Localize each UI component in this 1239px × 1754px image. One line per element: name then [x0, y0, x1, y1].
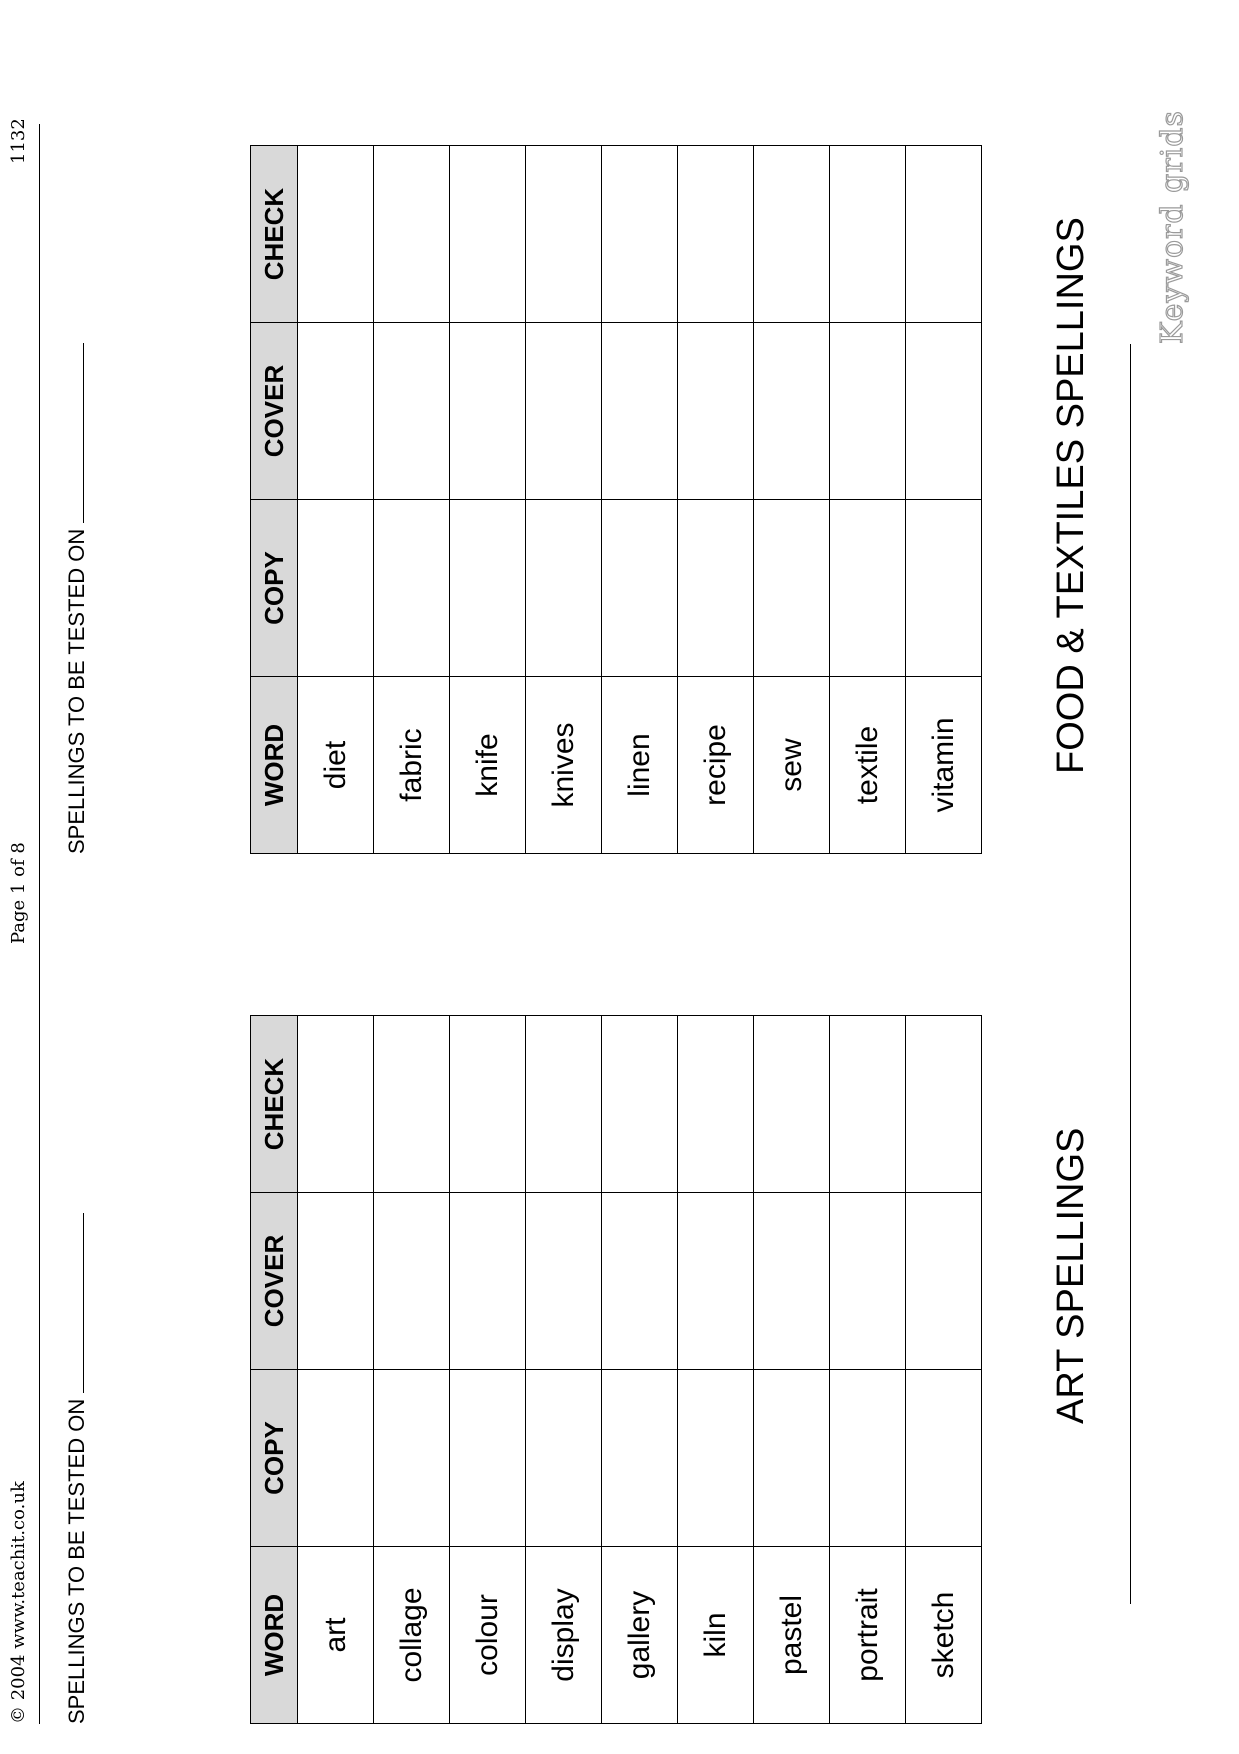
- cover-cell[interactable]: [526, 323, 602, 500]
- document-code: 1132: [8, 118, 29, 164]
- check-cell[interactable]: [830, 146, 906, 323]
- header-cover: COVER: [251, 323, 298, 500]
- word-cell: art: [298, 1547, 374, 1724]
- food-test-date-line: [64, 343, 90, 854]
- check-cell[interactable]: [754, 1016, 830, 1193]
- word-cell: recipe: [678, 677, 754, 854]
- cover-cell[interactable]: [374, 323, 450, 500]
- header-check: CHECK: [251, 1016, 298, 1193]
- check-cell[interactable]: [906, 146, 982, 323]
- word-cell: portrait: [830, 1547, 906, 1724]
- word-cell: vitamin: [906, 677, 982, 854]
- cover-cell[interactable]: [678, 323, 754, 500]
- table-row: [754, 1016, 830, 1724]
- food-title: FOOD & TEXTILES SPELLINGS: [1050, 217, 1092, 774]
- table-row: [678, 1016, 754, 1724]
- footer-divider: [39, 124, 40, 1724]
- art-title: ART SPELLINGS: [1050, 1127, 1092, 1424]
- cover-cell[interactable]: [298, 323, 374, 500]
- cover-cell[interactable]: [602, 1193, 678, 1370]
- copy-cell[interactable]: [526, 500, 602, 677]
- table-row: [450, 146, 526, 854]
- cover-cell[interactable]: [526, 1193, 602, 1370]
- test-label: SPELLINGS TO BE TESTED ON: [64, 528, 89, 854]
- test-date-blank[interactable]: [65, 343, 84, 523]
- table-row: [830, 1016, 906, 1724]
- check-cell[interactable]: [678, 146, 754, 323]
- table-row: [526, 146, 602, 854]
- cover-cell[interactable]: [450, 323, 526, 500]
- cover-cell[interactable]: [298, 1193, 374, 1370]
- word-cell: colour: [450, 1547, 526, 1724]
- art-test-date-line: [64, 1213, 90, 1724]
- word-cell: collage: [374, 1547, 450, 1724]
- table-row: [754, 146, 830, 854]
- word-cell: pastel: [754, 1547, 830, 1724]
- test-date-blank[interactable]: [65, 1213, 84, 1393]
- header-word: WORD: [251, 1547, 298, 1724]
- word-cell: linen: [602, 677, 678, 854]
- table-row: [526, 1016, 602, 1724]
- cover-cell[interactable]: [830, 323, 906, 500]
- copy-cell[interactable]: [754, 1370, 830, 1547]
- table-row: [906, 146, 982, 854]
- header-copy: COPY: [251, 1370, 298, 1547]
- header-word: WORD: [251, 677, 298, 854]
- check-cell[interactable]: [450, 146, 526, 323]
- check-cell[interactable]: [526, 146, 602, 323]
- cover-cell[interactable]: [754, 1193, 830, 1370]
- table-row: [602, 1016, 678, 1724]
- copy-cell[interactable]: [298, 500, 374, 677]
- word-cell: textile: [830, 677, 906, 854]
- copy-cell[interactable]: [678, 1370, 754, 1547]
- copy-cell[interactable]: [906, 1370, 982, 1547]
- page-number: Page 1 of 8: [8, 842, 29, 944]
- cover-cell[interactable]: [450, 1193, 526, 1370]
- copy-cell[interactable]: [450, 500, 526, 677]
- word-cell: diet: [298, 677, 374, 854]
- cover-cell[interactable]: [906, 323, 982, 500]
- table-row: [374, 1016, 450, 1724]
- check-cell[interactable]: [298, 1016, 374, 1193]
- copy-cell[interactable]: [830, 500, 906, 677]
- check-cell[interactable]: [298, 146, 374, 323]
- cover-cell[interactable]: [906, 1193, 982, 1370]
- cover-cell[interactable]: [754, 323, 830, 500]
- word-cell: knives: [526, 677, 602, 854]
- copy-cell[interactable]: [374, 1370, 450, 1547]
- copy-cell[interactable]: [754, 500, 830, 677]
- check-cell[interactable]: [678, 1016, 754, 1193]
- word-cell: gallery: [602, 1547, 678, 1724]
- word-cell: sketch: [906, 1547, 982, 1724]
- table-row: [374, 146, 450, 854]
- test-label: SPELLINGS TO BE TESTED ON: [64, 1398, 89, 1724]
- cover-cell[interactable]: [602, 323, 678, 500]
- copy-cell[interactable]: [602, 500, 678, 677]
- header-divider: [1130, 344, 1131, 1604]
- food-textiles-spellings-table: [250, 145, 982, 854]
- table-row: [298, 1016, 374, 1724]
- copy-cell[interactable]: [678, 500, 754, 677]
- word-cell: kiln: [678, 1547, 754, 1724]
- copy-cell[interactable]: [906, 500, 982, 677]
- table-row: [602, 146, 678, 854]
- check-cell[interactable]: [374, 146, 450, 323]
- table-row: [298, 146, 374, 854]
- word-cell: sew: [754, 677, 830, 854]
- copy-cell[interactable]: [830, 1370, 906, 1547]
- check-cell[interactable]: [906, 1016, 982, 1193]
- check-cell[interactable]: [450, 1016, 526, 1193]
- check-cell[interactable]: [602, 1016, 678, 1193]
- check-cell[interactable]: [830, 1016, 906, 1193]
- table-row: [906, 1016, 982, 1724]
- copy-cell[interactable]: [450, 1370, 526, 1547]
- cover-cell[interactable]: [374, 1193, 450, 1370]
- word-cell: fabric: [374, 677, 450, 854]
- table-row: [678, 146, 754, 854]
- check-cell[interactable]: [526, 1016, 602, 1193]
- art-spellings-table: [250, 1015, 982, 1724]
- brand-logo: Keyword grids: [1155, 110, 1190, 344]
- check-cell[interactable]: [374, 1016, 450, 1193]
- copy-cell[interactable]: [602, 1370, 678, 1547]
- cover-cell[interactable]: [830, 1193, 906, 1370]
- table-row: [450, 1016, 526, 1724]
- cover-cell[interactable]: [678, 1193, 754, 1370]
- header-copy: COPY: [251, 500, 298, 677]
- copy-cell[interactable]: [374, 500, 450, 677]
- copy-cell[interactable]: [526, 1370, 602, 1547]
- header-cover: COVER: [251, 1193, 298, 1370]
- copyright-text: © 2004 www.teachit.co.uk: [8, 1481, 29, 1724]
- table-header-row: [251, 146, 298, 854]
- header-check: CHECK: [251, 146, 298, 323]
- word-cell: knife: [450, 677, 526, 854]
- word-cell: display: [526, 1547, 602, 1724]
- check-cell[interactable]: [602, 146, 678, 323]
- copy-cell[interactable]: [298, 1370, 374, 1547]
- table-row: [830, 146, 906, 854]
- table-header-row: [251, 1016, 298, 1724]
- check-cell[interactable]: [754, 146, 830, 323]
